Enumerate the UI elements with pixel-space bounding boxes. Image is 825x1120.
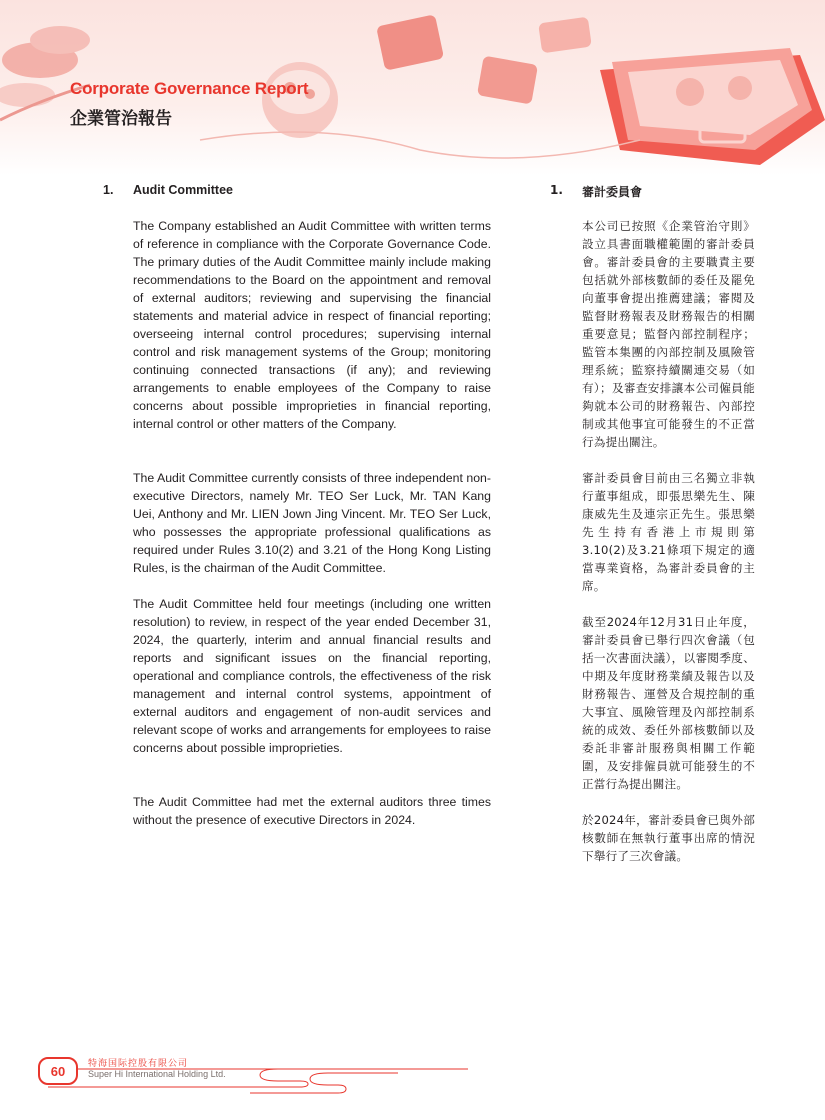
- page-footer: [38, 1053, 488, 1098]
- company-name-english: Super Hi International Holding Ltd.: [88, 1069, 226, 1079]
- paragraph-composition-chinese: 審計委員會目前由三名獨立非執行董事組成，即張思樂先生、陳康威先生及連宗正先生。張思樂先生持有香港上市規則第3.10(2)及3.21條項下規定的適當專業資格，為審計委員會的主席。: [582, 471, 755, 593]
- section-title: Audit Committee: [133, 183, 233, 197]
- section-number: 1.: [103, 183, 114, 197]
- paragraph-duties-chinese: 本公司已按照《企業管治守則》設立具書面職權範圍的審計委員會。審計委員會的主要職責主要包括就外部核數師的委任及罷免向董事會提出推薦建議；審閱及監督財務報表及財務報告的相關重要意見；監督內部控制程序；監管本集團的內部控制及風險管理系統；監察持續關連交易（如有）；及審查安排讓本公司僱員能夠就本公司的財務報告、內部控制或其他事宜可能發生的不正當行為提出關注。: [582, 219, 755, 449]
- section-heading: [103, 183, 495, 200]
- section-heading-chinese: [550, 183, 760, 200]
- paragraph-auditor-meetings-chinese: 於2024年，審計委員會已與外部核數師在無執行董事出席的情況下舉行了三次會議。: [582, 813, 755, 863]
- paragraph-meetings: The Audit Committee held four meetings (including one written resolution) to review, in respect of the year ended December 31, 2024, the quarterly, interim and annual financial results and reports and significant issues on the financial reporting, operational and compliance controls, the effectiveness of the risk management and internal control systems, appointment of external auditors and engagement of non-audit services and relevant scope of works and arrangements for employees to raise concerns about possible improprieties.: [133, 597, 491, 755]
- company-name-chinese: 特海国际控股有限公司: [88, 1059, 189, 1069]
- paragraph-auditor-meetings: The Audit Committee had met the external auditors three times without the presence of executive Directors in 2024.: [133, 795, 491, 827]
- bowl-illustration: [262, 62, 338, 138]
- paragraph-meetings-chinese: 截至2024年12月31日止年度，審計委員會已舉行四次會議（包括一次書面決議），以審閱季度、中期及年度財務業績及報告以及財務報告、運營及合規控制的重大事宜、風險管理及內部控制系統的成效、委任外部核數師以及委託非審計服務與相關工作範圍，及安排僱員就可能發生的不正當行為提出關注。: [582, 615, 755, 791]
- section-number-chinese: 1.: [550, 183, 563, 197]
- food-blocks-illustration: [376, 14, 592, 104]
- hotpot-tray-illustration: [600, 48, 825, 165]
- section-title-chinese: 審計委員會: [582, 185, 643, 199]
- paragraph-duties: The Company established an Audit Committee with written terms of reference in compliance with the Corporate Governance Code. The primary duties of the Audit Committee mainly include making recommendations to the Board on the appointment and removal of external auditors; reviewing and supervising the financial statements and material advice in respect of financial reporting; overseeing internal control procedures; supervising internal control and risk management systems of the Group; monitoring continuing connected transactions (if any); and reviewing arrangements to enable employees of the Company to raise concerns about possible improprieties in financial reporting, internal control or other matters of the Company.: [133, 219, 491, 431]
- page-number: 60: [38, 1057, 78, 1085]
- chinese-column: [550, 183, 760, 865]
- paragraph-composition: The Audit Committee currently consists of three independent non-executive Directors, namely Mr. TEO Ser Luck, Mr. TAN Kang Uei, Anthony and Mr. LIEN Jown Jing Vincent. Mr. TEO Ser Luck, who possesses the appropriate professional qualifications as required under Rules 3.10(2) and 3.21 of the Hong Kong Listing Rules, is the chairman of the Audit Committee.: [133, 471, 491, 575]
- page-title-chinese: 企業管治報告: [70, 109, 172, 129]
- page-title: Corporate Governance Report: [70, 79, 309, 98]
- english-column: [103, 183, 495, 829]
